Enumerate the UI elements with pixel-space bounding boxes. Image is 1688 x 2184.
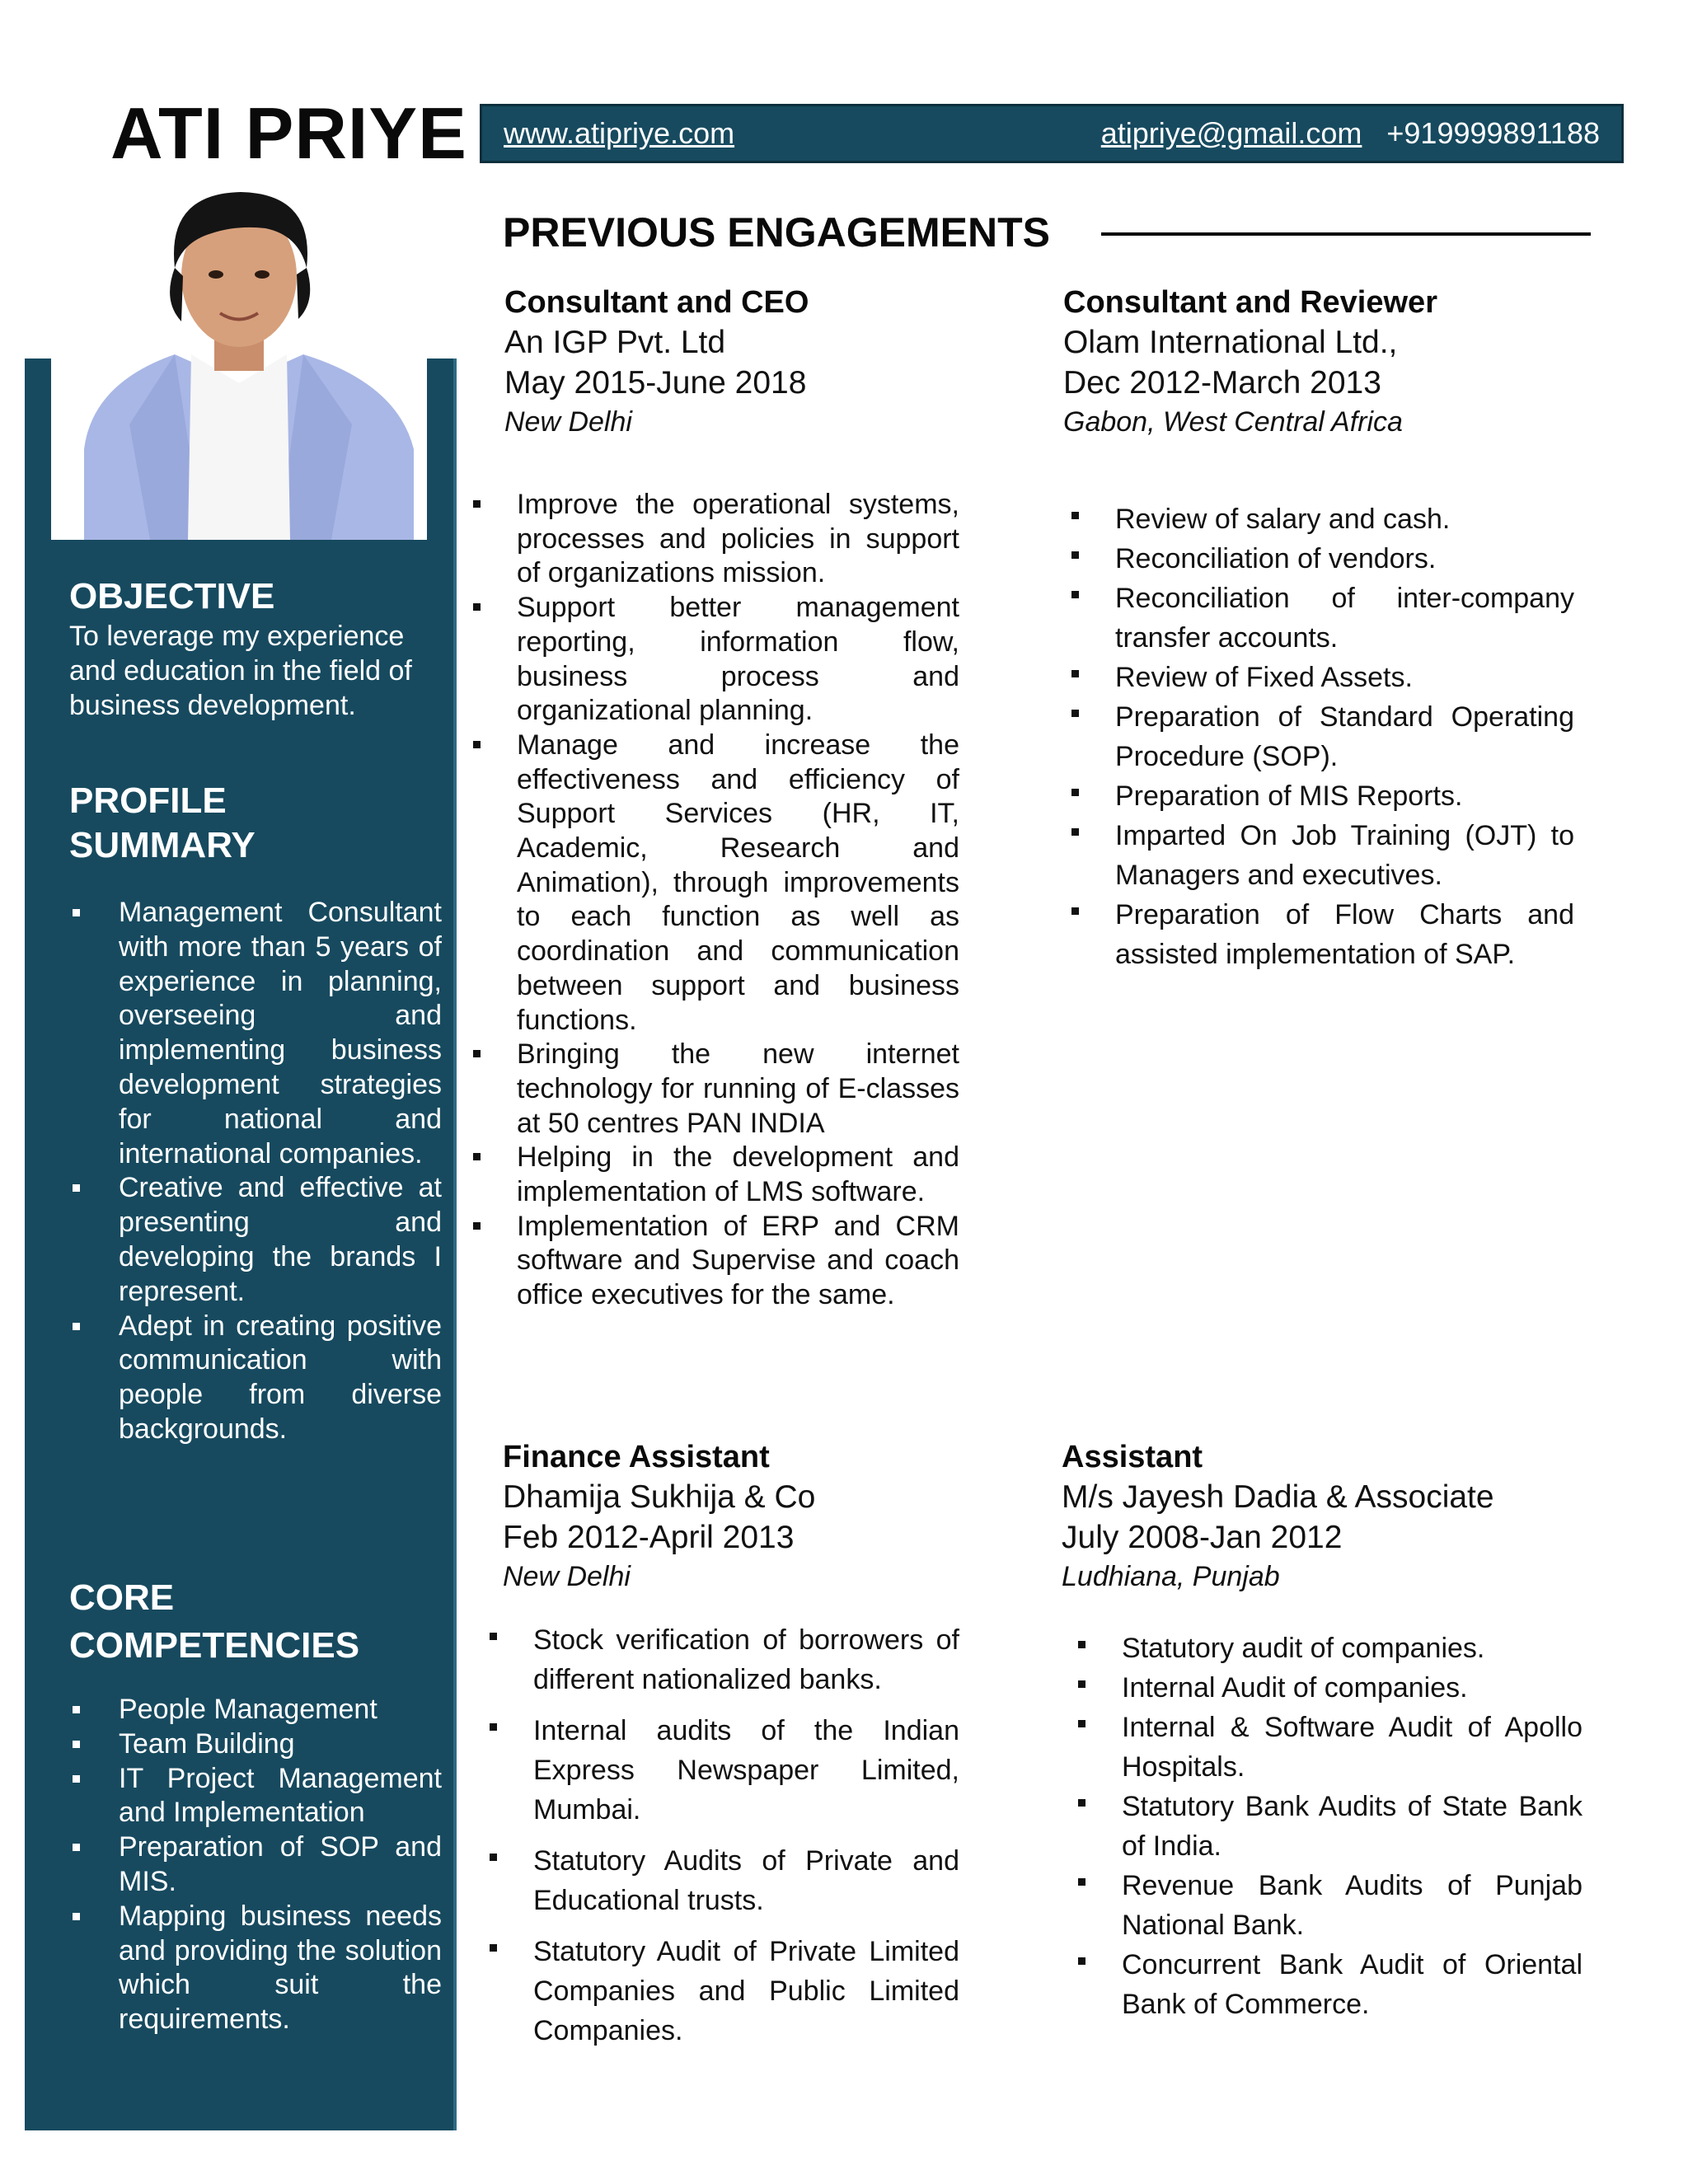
list-item: Internal Audit of companies. [1076,1668,1582,1708]
job-header-1 [504,283,809,441]
job-duties-4 [1076,1629,1582,2024]
list-item: Preparation of Flow Charts and assisted implementation of SAP. [1070,895,1574,974]
list-item: Reconciliation of vendors. [1070,539,1574,579]
list-item: Mapping business needs and providing the solution which suit the requirements. [69,1900,442,2037]
job-company: Olam International Ltd., [1063,325,1398,360]
list-item: IT Project Management and Implementation [69,1762,442,1831]
list-item: Reconciliation of inter-company transfer accounts. [1070,579,1574,658]
list-item: Bringing the new internet technology for running of E-classes at 50 centres PAN INDIA [471,1038,959,1141]
profile-photo [51,177,427,540]
job-title: Finance Assistant [503,1440,770,1474]
job-company: An IGP Pvt. Ltd [504,325,726,360]
contact-bar [480,104,1624,163]
list-item: Adept in creating positive communication with people from diverse backgrounds. [69,1310,442,1447]
list-item: Manage and increase the effectiveness and efficiency of Support Services (HR, IT, Academic, Research and Animation), through improvements to each function as well as coordination and communication between support and business functions. [471,729,959,1038]
job-duties-3 [488,1620,959,2062]
profile-summary-list [69,896,442,1447]
list-item: Revenue Bank Audits of Punjab National Bank. [1076,1866,1582,1945]
list-item: Preparation of MIS Reports. [1070,776,1574,816]
list-item: Preparation of Standard Operating Procedure (SOP). [1070,697,1574,776]
core-heading-line2: COMPETENCIES [69,1625,360,1666]
list-item: Statutory Audit of Private Limited Companies and Public Limited Companies. [488,1932,959,2050]
list-item: Implementation of ERP and CRM software and Supervise and coach office executives for the same. [471,1210,959,1313]
portrait-illustration [51,177,427,540]
list-item: Statutory Bank Audits of State Bank of India. [1076,1787,1582,1866]
profile-summary-section [69,779,442,1447]
list-item: Statutory audit of companies. [1076,1629,1582,1668]
list-item: Internal & Software Audit of Apollo Hospitals. [1076,1708,1582,1787]
job-dates: Dec 2012-March 2013 [1063,365,1381,401]
list-item: Imparted On Job Training (OJT) to Managers and executives. [1070,816,1574,895]
job-title: Consultant and Reviewer [1063,285,1437,320]
job-location: Gabon, West Central Africa [1063,406,1403,438]
job-location: Ludhiana, Punjab [1062,1561,1280,1592]
list-item: Review of salary and cash. [1070,499,1574,539]
job-duties-2 [1070,499,1574,974]
list-item: People Management [69,1693,442,1727]
profile-heading-line1: PROFILE [69,780,227,821]
list-item: Team Building [69,1727,442,1762]
job-duties-1 [471,488,959,1313]
job-header-2 [1063,283,1437,441]
list-item: Stock verification of borrowers of different nationalized banks. [488,1620,959,1699]
section-rule [1101,232,1591,236]
objective-text: To leverage my experience and education in the field of business development. [69,621,412,721]
profile-heading-line2: SUMMARY [69,825,256,865]
email-link[interactable]: atipriye@gmail.com [1100,116,1362,150]
objective-section [69,574,442,723]
list-item: Improve the operational systems, processes and policies in support of organizations mission. [471,488,959,591]
list-item: Internal audits of the Indian Express Newspaper Limited, Mumbai. [488,1711,959,1830]
job-title: Consultant and CEO [504,285,809,320]
job-header-4 [1062,1437,1494,1596]
list-item: Helping in the development and implementation of LMS software. [471,1141,959,1209]
section-title: PREVIOUS ENGAGEMENTS [503,209,1050,255]
job-company: M/s Jayesh Dadia & Associate [1062,1479,1494,1515]
list-item: Creative and effective at presenting and developing the brands I represent. [69,1171,442,1309]
job-location: New Delhi [503,1561,631,1592]
phone-number: +919999891188 [1386,116,1600,150]
list-item: Support better management reporting, information flow, business process and organizational planning. [471,591,959,729]
job-dates: May 2015-June 2018 [504,365,807,401]
list-item: Concurrent Bank Audit of Oriental Bank of Commerce. [1076,1945,1582,2024]
candidate-name: ATI PRIYE [110,92,467,174]
core-heading-line1: CORE [69,1577,175,1618]
list-item: Statutory Audits of Private and Educational trusts. [488,1841,959,1920]
job-dates: Feb 2012-April 2013 [503,1520,795,1555]
job-dates: July 2008-Jan 2012 [1062,1520,1343,1555]
sidebar-edge [453,359,457,2130]
website-link[interactable]: www.atipriye.com [504,116,735,150]
job-header-3 [503,1437,815,1596]
job-title: Assistant [1062,1440,1203,1474]
job-location: New Delhi [504,406,632,438]
job-company: Dhamija Sukhija & Co [503,1479,816,1515]
list-item: Review of Fixed Assets. [1070,658,1574,697]
objective-heading: OBJECTIVE [69,576,275,616]
core-competencies-section [69,1574,442,2037]
core-competencies-list [69,1693,442,2037]
list-item: Management Consultant with more than 5 years of experience in planning, overseeing and implementing business development strategies for national and international companies. [69,896,442,1171]
list-item: Preparation of SOP and MIS. [69,1830,442,1900]
